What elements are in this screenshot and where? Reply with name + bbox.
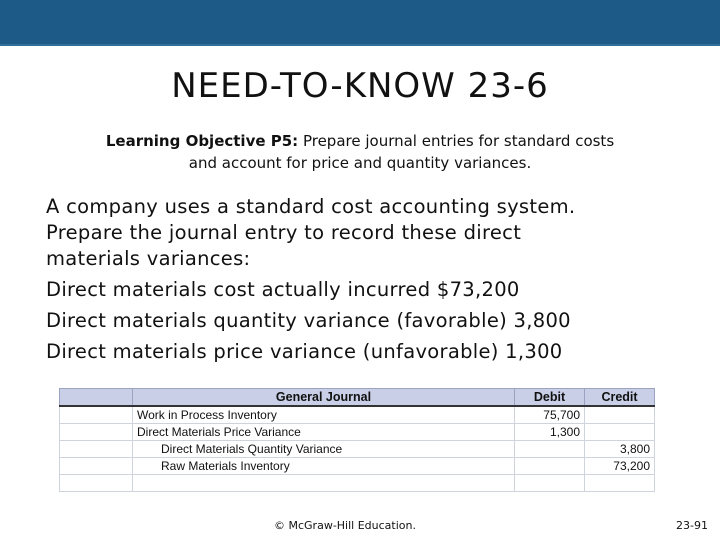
debit-cell	[515, 458, 585, 475]
journal-blank-row	[60, 475, 655, 492]
problem-statement	[46, 194, 686, 365]
fact-actual-cost: Direct materials cost actually incurred $73,200	[46, 278, 520, 301]
credit-cell	[585, 406, 655, 424]
journal-row	[60, 441, 655, 458]
fact-quantity-variance: Direct materials quantity variance (favorable) 3,800	[46, 309, 571, 332]
debit-header: Debit	[515, 389, 585, 407]
journal-row	[60, 424, 655, 441]
top-banner	[0, 0, 720, 46]
account-header: General Journal	[133, 389, 515, 407]
journal-row	[60, 458, 655, 475]
objective-text-2: and account for price and quantity variances.	[188, 154, 532, 172]
credit-header: Credit	[585, 389, 655, 407]
credit-cell: 73,200	[585, 458, 655, 475]
credit-cell	[585, 424, 655, 441]
objective-label: Learning Objective P5:	[105, 132, 299, 150]
debit-cell: 1,300	[515, 424, 585, 441]
objective-text-1: Prepare journal entries for standard costs	[298, 132, 615, 150]
general-journal-table	[59, 388, 655, 492]
debit-cell	[515, 441, 585, 458]
date-cell	[60, 441, 133, 458]
journal-header-row	[60, 389, 655, 407]
account-cell: Direct Materials Price Variance	[133, 424, 515, 441]
credit-cell: 3,800	[585, 441, 655, 458]
learning-objective	[30, 130, 690, 174]
intro-line-1: A company uses a standard cost accounting system.	[46, 195, 576, 218]
journal-row	[60, 406, 655, 424]
date-cell	[60, 424, 133, 441]
debit-cell: 75,700	[515, 406, 585, 424]
page-number: 23-91	[676, 519, 708, 532]
account-cell: Work in Process Inventory	[133, 406, 515, 424]
intro-line-3: materials variances:	[46, 247, 251, 270]
date-cell	[60, 406, 133, 424]
account-cell: Raw Materials Inventory	[133, 458, 515, 475]
account-cell: Direct Materials Quantity Variance	[133, 441, 515, 458]
copyright-notice: © McGraw-Hill Education.	[274, 519, 416, 532]
date-header	[60, 389, 133, 407]
date-cell	[60, 458, 133, 475]
fact-price-variance: Direct materials price variance (unfavorable) 1,300	[46, 340, 563, 363]
slide-title: NEED-TO-KNOW 23-6	[171, 66, 549, 106]
intro-line-2: Prepare the journal entry to record these direct	[46, 221, 522, 244]
